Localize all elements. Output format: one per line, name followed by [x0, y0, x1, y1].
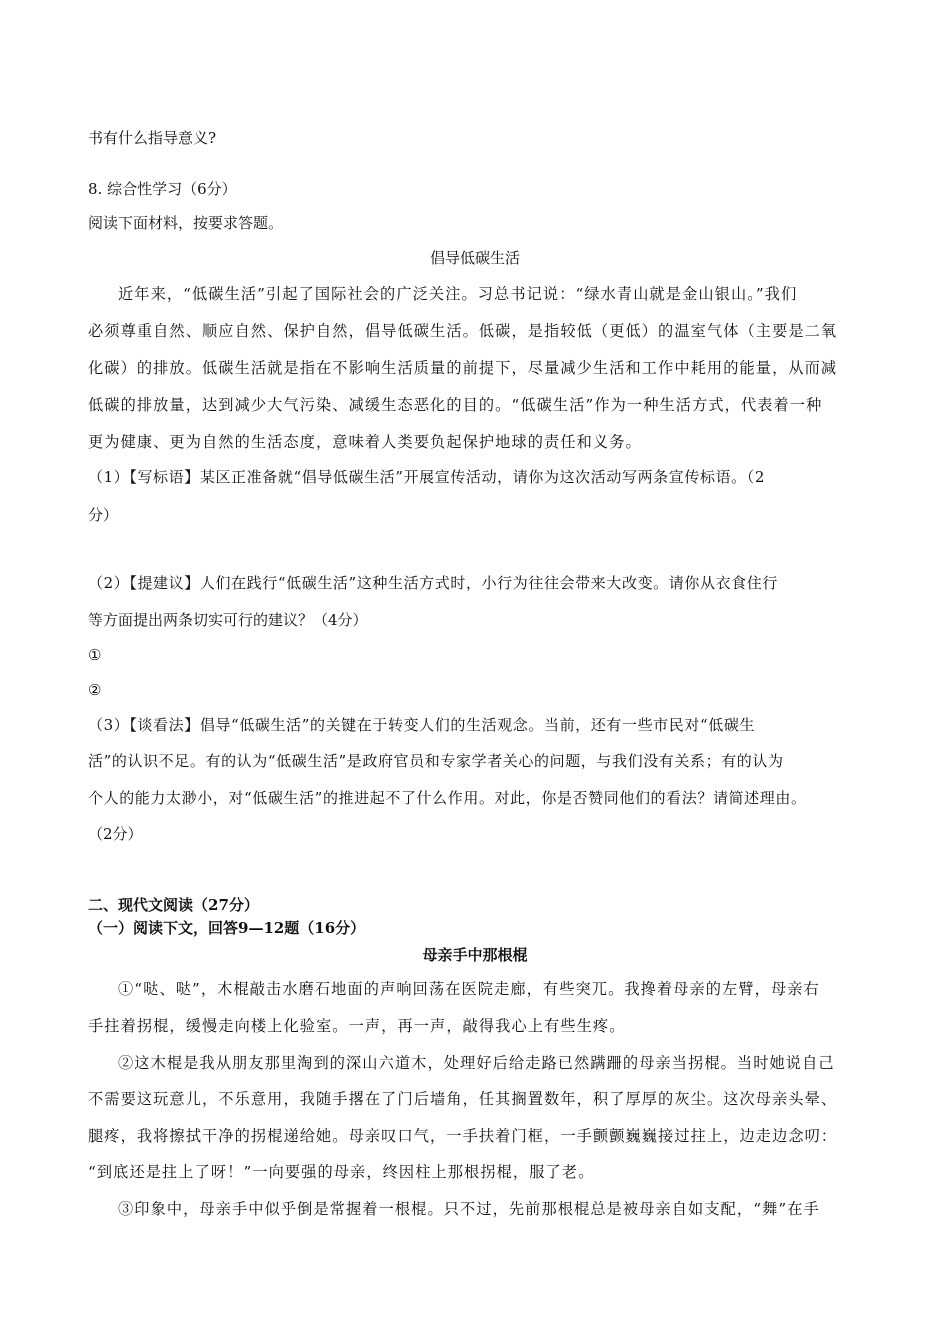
answer-blank-1: ① — [88, 646, 102, 664]
sub-question-3-cont: 活”的认识不足。有的认为“低碳生活”是政府官员和专家学者关心的问题，与我们没有关系；有的认为 — [88, 752, 784, 770]
article-paragraph: ①“哒、哒”，木棍敲击水磨石地面的声响回荡在医院走廊，有些突兀。我搀着母亲的左臂，母亲右 — [118, 980, 820, 998]
article-paragraph: 不需要这玩意儿，不乐意用，我随手撂在了门后墙角，任其搁置数年，积了厚厚的灰尘。这次母亲头晕、 — [88, 1090, 838, 1108]
sub-question-2: （2）【提建议】人们在践行“低碳生活”这种生活方式时，小行为往往会带来大改变。请你从衣食住行 — [88, 574, 778, 592]
material-title: 倡导低碳生活 — [429, 249, 520, 267]
material-line: 更为健康、更为自然的生活态度，意味着人类要负起保护地球的责任和义务。 — [88, 433, 642, 451]
sub-question-1: （1）【写标语】某区正准备就“倡导低碳生活”开展宣传活动，请你为这次活动写两条宣传标语。（2 — [88, 468, 766, 486]
sub-question-1-cont: 分） — [88, 506, 119, 524]
material-line: 化碳）的排放。低碳生活就是指在不影响生活质量的前提下，尽量减少生活和工作中耗用的能量，从而减 — [88, 359, 838, 377]
article-paragraph: ②这木棍是我从朋友那里淘到的深山六道木，处理好后给走路已然蹒跚的母亲当拐棍。当时她说自己 — [118, 1054, 835, 1072]
material-line: 近年来，“低碳生活”引起了国际社会的广泛关注。习总书记说：“绿水青山就是金山银山。”我们 — [118, 285, 798, 303]
article-paragraph: “到底还是拄上了呀！”一向要强的母亲，终因柱上那根拐棍，服了老。 — [88, 1163, 595, 1181]
sub-question-2-cont: 等方面提出两条切实可行的建议？（4分） — [88, 611, 368, 629]
section-2-title: 二、现代文阅读（27分） — [88, 896, 259, 914]
sub-question-3-cont: （2分） — [88, 825, 143, 843]
article-title: 母亲手中那根棍 — [422, 946, 528, 964]
question-8-title: 8. 综合性学习（6分） — [88, 180, 237, 198]
answer-blank-2: ② — [88, 681, 102, 699]
sub-question-3-cont: 个人的能力太渺小，对“低碳生活”的推进起不了什么作用。对此，你是否赞同他们的看法？请简述理由。 — [88, 789, 807, 807]
material-line: 必须尊重自然、顺应自然、保护自然，倡导低碳生活。低碳，是指较低（更低）的温室气体（主要是二氧 — [88, 322, 838, 340]
continuation-line: 书有什么指导意义? — [88, 129, 217, 147]
article-paragraph: 手拄着拐棍，缓慢走向楼上化验室。一声，再一声，敲得我心上有些生疼。 — [88, 1017, 626, 1035]
sub-question-3: （3）【谈看法】倡导“低碳生活”的关键在于转变人们的生活观念。当前，还有一些市民对“低碳生 — [88, 716, 756, 734]
article-paragraph: 腿疼，我将擦拭干净的拐棍递给她。母亲叹口气，一手扶着门框，一手颤颤巍巍接过拄上，边走边念叨： — [88, 1127, 838, 1145]
material-line: 低碳的排放量，达到减少大气污染、减缓生态恶化的目的。“低碳生活”作为一种生活方式，代表着一种 — [88, 396, 823, 414]
section-2-subtitle: （一）阅读下文，回答9—12题（16分） — [88, 919, 366, 937]
question-8-instruction: 阅读下面材料，按要求答题。 — [88, 214, 284, 232]
article-paragraph: ③印象中，母亲手中似乎倒是常握着一根棍。只不过，先前那根棍总是被母亲自如支配，“舞”在手 — [118, 1200, 820, 1218]
